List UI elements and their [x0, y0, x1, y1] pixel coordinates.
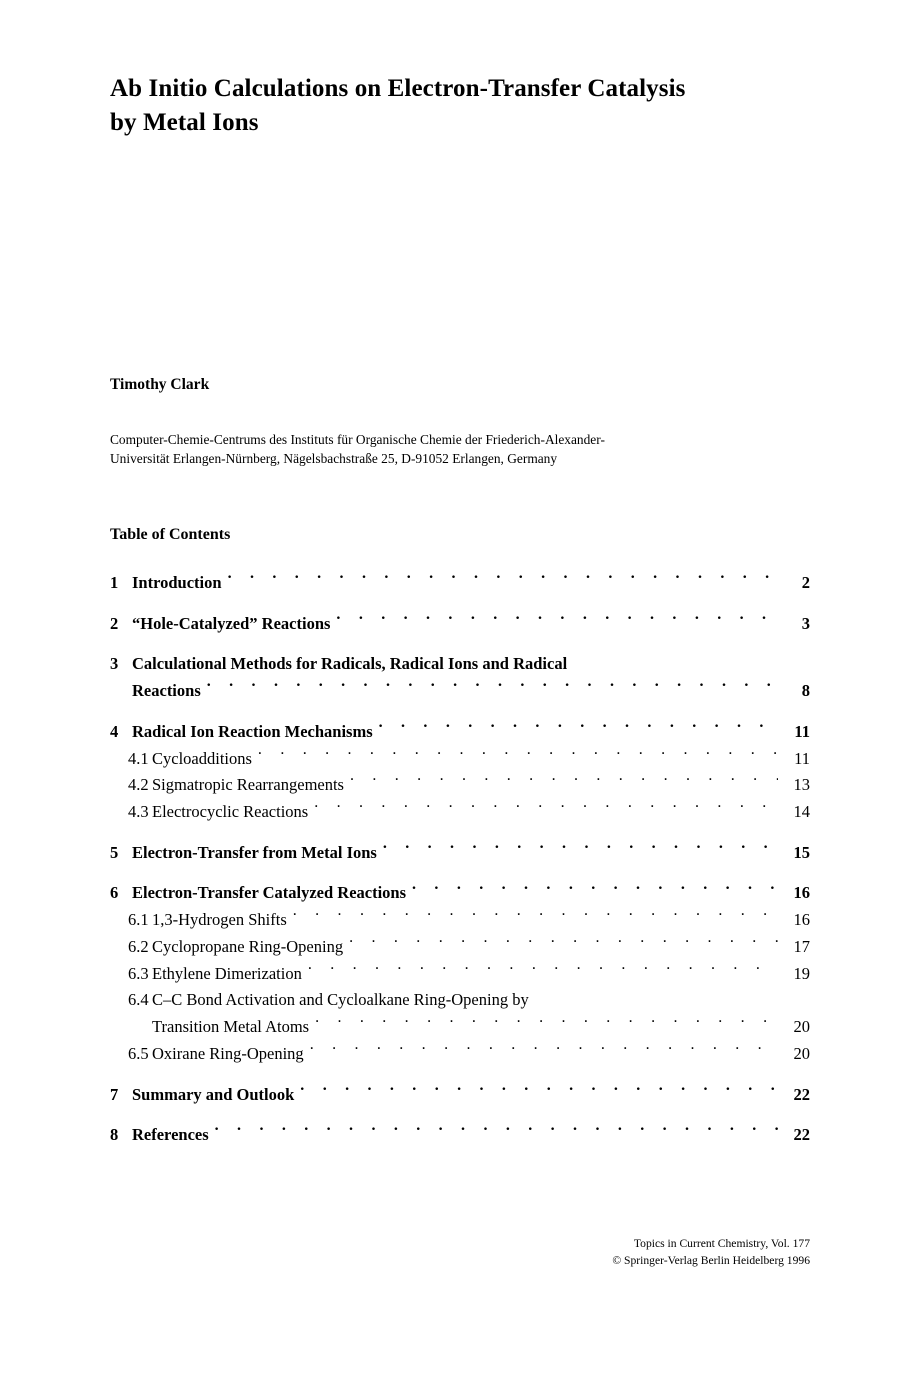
toc-group	[110, 570, 810, 597]
toc-entry-4[interactable]	[110, 719, 810, 746]
toc-entry-5[interactable]	[110, 840, 810, 867]
toc-page: 20	[793, 1043, 810, 1063]
toc-leader	[215, 1124, 778, 1141]
toc-page: 22	[793, 1125, 810, 1145]
affiliation	[110, 430, 810, 469]
toc-group	[110, 611, 810, 638]
toc-number: 6	[110, 883, 119, 903]
page	[110, 0, 810, 1387]
toc-leader	[349, 935, 778, 952]
toc-entry-6-1[interactable]	[110, 907, 810, 934]
toc-entry-4-1[interactable]	[110, 746, 810, 773]
toc-page: 8	[801, 681, 810, 701]
toc-leader	[350, 774, 778, 791]
toc-group	[110, 1082, 810, 1109]
title-line-1: Ab Initio Calculations on Electron-Transfer Catalysis	[110, 75, 686, 102]
toc-label: Electrocyclic Reactions	[152, 802, 309, 822]
toc-page: 15	[793, 842, 810, 862]
toc-page: 2	[801, 573, 810, 592]
affiliation-line-2: Universität Erlangen-Nürnberg, Nägelsbachstraße 25, D-91052 Erlangen, Germany	[110, 451, 558, 467]
toc-leader	[207, 680, 778, 697]
footer-series: Topics in Current Chemistry, Vol. 177	[633, 1237, 810, 1250]
toc-leader	[315, 1016, 778, 1033]
table-of-contents	[110, 570, 810, 1163]
footer-copyright: © Springer-Verlag Berlin Heidelberg 1996	[612, 1253, 810, 1267]
toc-leader	[535, 989, 804, 1006]
toc-number: 6.3	[128, 963, 149, 983]
toc-leader	[300, 1083, 778, 1100]
toc-entry-8[interactable]	[110, 1122, 810, 1149]
toc-label: Sigmatropic Rearrangements	[152, 775, 344, 795]
toc-label: Electron-Transfer Catalyzed Reactions	[132, 883, 407, 903]
toc-page: 16	[793, 910, 810, 930]
toc-number: 6.5	[128, 1043, 149, 1063]
toc-label: Ethylene Dimerization	[152, 963, 302, 983]
toc-entry-6-5[interactable]	[110, 1041, 810, 1068]
toc-page: 20	[793, 1017, 810, 1037]
toc-entry-3-continued[interactable]	[110, 678, 810, 705]
toc-leader	[379, 720, 778, 737]
toc-entry-6-2[interactable]	[110, 934, 810, 961]
toc-label-continued: Reactions	[132, 681, 201, 701]
toc-number: 4.3	[128, 802, 149, 822]
toc-entry-2[interactable]	[110, 611, 810, 638]
toc-heading: Table of Contents	[110, 526, 231, 543]
toc-number: 4	[110, 721, 119, 741]
toc-label: Electron-Transfer from Metal Ions	[132, 842, 377, 862]
toc-leader	[412, 882, 778, 899]
toc-entry-6[interactable]	[110, 880, 810, 907]
toc-page: 16	[793, 883, 810, 903]
toc-label: 1,3-Hydrogen Shifts	[152, 910, 287, 930]
toc-leader	[228, 572, 778, 589]
toc-page: 19	[793, 963, 810, 983]
toc-number: 2	[110, 613, 119, 633]
toc-leader	[308, 962, 778, 979]
toc-label: Cyclopropane Ring-Opening	[152, 936, 344, 956]
toc-page: 11	[794, 721, 810, 741]
toc-page: 13	[793, 775, 810, 795]
toc-leader	[293, 909, 778, 926]
toc-label: Summary and Outlook	[132, 1084, 295, 1104]
toc-label: Cycloadditions	[152, 748, 252, 768]
toc-group	[110, 719, 810, 826]
toc-label: Oxirane Ring-Opening	[152, 1043, 304, 1063]
toc-page: 17	[793, 936, 810, 956]
toc-number: 4.1	[128, 748, 149, 768]
toc-label: Calculational Methods for Radicals, Radical Ions and Radical	[132, 654, 568, 674]
toc-label: References	[132, 1125, 209, 1145]
toc-page: 22	[793, 1084, 810, 1104]
toc-leader	[258, 747, 778, 764]
toc-number: 6.1	[128, 910, 149, 930]
toc-leader	[383, 841, 778, 858]
toc-label: “Hole-Catalyzed” Reactions	[132, 613, 331, 633]
toc-number: 5	[110, 842, 119, 862]
toc-number: 1	[110, 573, 119, 592]
toc-number: 8	[110, 1125, 119, 1145]
toc-label-continued: Transition Metal Atoms	[152, 1017, 310, 1037]
toc-entry-7[interactable]	[110, 1082, 810, 1109]
author-name: Timothy Clark	[110, 376, 210, 393]
toc-entry-3[interactable]	[110, 651, 810, 678]
toc-leader	[314, 801, 778, 818]
toc-group	[110, 651, 810, 704]
toc-label: Introduction	[132, 573, 222, 592]
affiliation-line-1: Computer-Chemie-Centrums des Instituts für Organische Chemie der Friederich-Alexander-	[110, 432, 605, 447]
toc-leader	[573, 653, 804, 670]
page-title	[110, 72, 810, 140]
toc-number: 4.2	[128, 775, 149, 795]
toc-entry-4-3[interactable]	[110, 799, 810, 826]
toc-number: 6.2	[128, 936, 149, 956]
toc-label: Radical Ion Reaction Mechanisms	[132, 721, 373, 741]
toc-page: 3	[801, 613, 810, 633]
toc-label: C–C Bond Activation and Cycloalkane Ring-Opening by	[152, 990, 529, 1010]
toc-entry-4-2[interactable]	[110, 772, 810, 799]
toc-entry-6-4-continued[interactable]	[110, 1014, 810, 1041]
toc-group	[110, 880, 810, 1067]
toc-page: 14	[793, 802, 810, 822]
toc-entry-6-3[interactable]	[110, 961, 810, 988]
toc-number: 3	[110, 654, 119, 674]
toc-number: 6.4	[128, 990, 149, 1010]
toc-group	[110, 1122, 810, 1149]
toc-number: 7	[110, 1084, 119, 1104]
toc-entry-1[interactable]	[110, 570, 810, 597]
title-line-2: by Metal Ions	[110, 108, 259, 136]
toc-entry-6-4[interactable]	[110, 987, 810, 1014]
toc-leader	[310, 1042, 778, 1059]
toc-page: 11	[794, 748, 810, 768]
toc-group	[110, 840, 810, 867]
toc-leader	[336, 612, 778, 629]
page-footer	[110, 1236, 810, 1270]
